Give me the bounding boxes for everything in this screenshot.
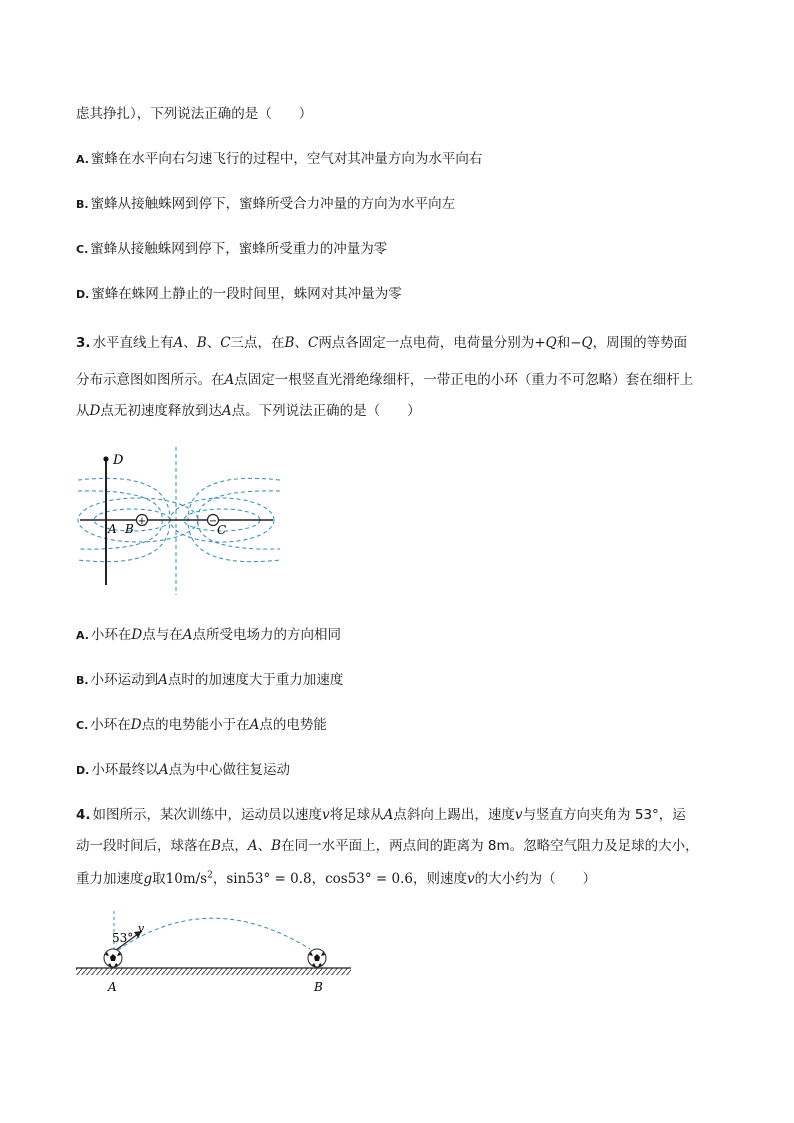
option-label: C. xyxy=(76,243,89,256)
q3-equipotential-figure xyxy=(70,445,290,600)
var: A xyxy=(221,403,232,419)
var: B xyxy=(196,335,207,351)
label-b: B xyxy=(314,980,323,994)
option-label: A. xyxy=(76,629,89,642)
football-icon-b xyxy=(308,949,326,967)
text: 点斜向上踢出，速度 xyxy=(393,807,515,823)
text: 点所受电场力的方向相同 xyxy=(192,627,341,643)
text: 小环运动到 xyxy=(90,672,159,688)
text: 小环在 xyxy=(90,717,131,733)
text: 如图所示，某次训练中，运动员以速度 xyxy=(92,807,323,823)
label-b: B xyxy=(125,522,134,536)
q2-option-c[interactable] xyxy=(76,237,387,257)
var: v xyxy=(322,807,330,823)
var: +Q xyxy=(534,335,557,351)
q3-stem-line-2 xyxy=(76,368,693,388)
q3-option-b[interactable] xyxy=(76,668,343,688)
var: g xyxy=(143,871,153,887)
text: 小环最终以 xyxy=(91,762,159,778)
option-text: 蜜蜂在蛛网上静止的一段时间里，蛛网对其冲量为零 xyxy=(91,286,402,302)
q3-stem-line-1 xyxy=(76,331,687,351)
q2-stem-tail: 虑其挣扎），下列说法正确的是（ ） xyxy=(76,106,313,122)
angle-label: 53° xyxy=(112,931,134,945)
text: 三点，在 xyxy=(230,335,285,351)
var: v xyxy=(514,807,523,823)
question-number: 3. xyxy=(76,335,91,351)
option-label: B. xyxy=(76,674,89,687)
text: 动一段时间后，球落在 xyxy=(76,838,211,854)
math: sin53° = 0.8 xyxy=(226,871,312,887)
q4-projectile-figure xyxy=(70,905,360,1000)
var: A xyxy=(158,762,169,778)
var: A xyxy=(383,807,394,823)
text: 取 xyxy=(152,871,166,887)
q3-option-a[interactable] xyxy=(76,623,341,643)
text: 点的电势能 xyxy=(259,717,327,733)
var: C xyxy=(220,335,231,351)
football-icon-a xyxy=(104,949,122,967)
velocity-label: v xyxy=(138,922,145,935)
var: A xyxy=(158,672,168,688)
option-label: A. xyxy=(76,153,89,166)
var: D xyxy=(131,627,143,643)
option-label: D. xyxy=(76,764,90,777)
text: 、 xyxy=(183,335,197,351)
label-a: A xyxy=(108,980,117,994)
var: A xyxy=(173,335,184,351)
label-d: D xyxy=(113,453,124,468)
text: 点时的加速度大于重力加速度 xyxy=(167,672,344,688)
var: B xyxy=(271,838,282,854)
text: 从 xyxy=(76,403,90,419)
var: A xyxy=(249,717,260,733)
q4-stem-line-1 xyxy=(76,803,686,823)
var: −Q xyxy=(570,335,593,351)
option-text: 蜜蜂从接触蛛网到停下，蜜蜂所受合力冲量的方向为水平向左 xyxy=(90,196,456,212)
text: ， xyxy=(212,871,227,887)
text: 水平直线上有 xyxy=(92,335,174,351)
equipotential-lines xyxy=(78,447,280,595)
text: 分布示意图如图所示。在 xyxy=(76,372,225,388)
var: A xyxy=(247,838,258,854)
q2-option-a[interactable] xyxy=(76,147,482,167)
q3-option-c[interactable] xyxy=(76,713,327,733)
text: ，则速度 xyxy=(413,871,468,887)
text: 重力加速度 xyxy=(76,871,144,887)
q4-stem-line-3 xyxy=(76,867,596,887)
question-number: 4. xyxy=(76,807,91,823)
text: 、 xyxy=(257,838,272,854)
option-label: C. xyxy=(76,719,89,732)
var: D xyxy=(89,403,101,419)
text: 与竖直方向夹角为 53°，运 xyxy=(522,807,686,823)
text: ，周围的等势面 xyxy=(592,335,688,351)
ground-hatch xyxy=(76,968,351,975)
text: 点， xyxy=(220,838,248,854)
text: 小环在 xyxy=(90,627,132,643)
text: 的大小约为（ ） xyxy=(474,871,597,887)
math: cos53° = 0.6 xyxy=(325,871,414,887)
text: 点固定一根竖直光滑绝缘细杆，一带正电的小环（重力不可忽略）套在细杆上 xyxy=(234,372,694,388)
text: 和 xyxy=(556,335,571,351)
text: 在同一水平面上，两点间的距离为 8m。忽略空气阻力及足球的大小， xyxy=(281,838,699,854)
label-c: C xyxy=(217,523,227,537)
var: C xyxy=(307,335,319,351)
q2-option-b[interactable] xyxy=(76,192,455,212)
text: 、 xyxy=(206,335,221,351)
text: 点。下列说法正确的是（ ） xyxy=(231,403,421,419)
point-d-dot xyxy=(103,456,108,461)
exponent: 2 xyxy=(207,870,213,881)
label-a: A xyxy=(108,522,117,536)
text: ， xyxy=(311,871,326,887)
var: A xyxy=(224,372,235,388)
text: 点与在 xyxy=(142,627,183,643)
text: 点的电势能小于在 xyxy=(141,717,250,733)
option-label: B. xyxy=(76,198,89,211)
var: B xyxy=(211,838,221,854)
option-label: D. xyxy=(76,288,90,301)
minus-sign: − xyxy=(208,516,218,527)
text: 将足球从 xyxy=(329,807,384,823)
trajectory xyxy=(118,918,310,950)
text: 两点各固定一点电荷，电荷量分别为 xyxy=(318,335,535,351)
var: D xyxy=(130,717,142,733)
q2-option-d[interactable] xyxy=(76,282,402,302)
q3-stem-line-3 xyxy=(76,399,421,419)
text: 点无初速度释放到达 xyxy=(100,403,222,419)
var: A xyxy=(182,627,193,643)
plus-sign: + xyxy=(137,516,147,527)
q3-option-d[interactable] xyxy=(76,758,290,778)
var: B xyxy=(284,335,295,351)
option-text: 蜜蜂从接触蛛网到停下，蜜蜂所受重力的冲量为零 xyxy=(90,241,388,257)
option-text: 蜜蜂在水平向右匀速飞行的过程中，空气对其冲量方向为水平向右 xyxy=(90,151,483,167)
text: 点为中心做往复运动 xyxy=(168,762,291,778)
text: 、 xyxy=(294,335,308,351)
math: 10m/s xyxy=(165,871,208,887)
q4-stem-line-2 xyxy=(76,834,699,854)
var: v xyxy=(467,871,475,887)
